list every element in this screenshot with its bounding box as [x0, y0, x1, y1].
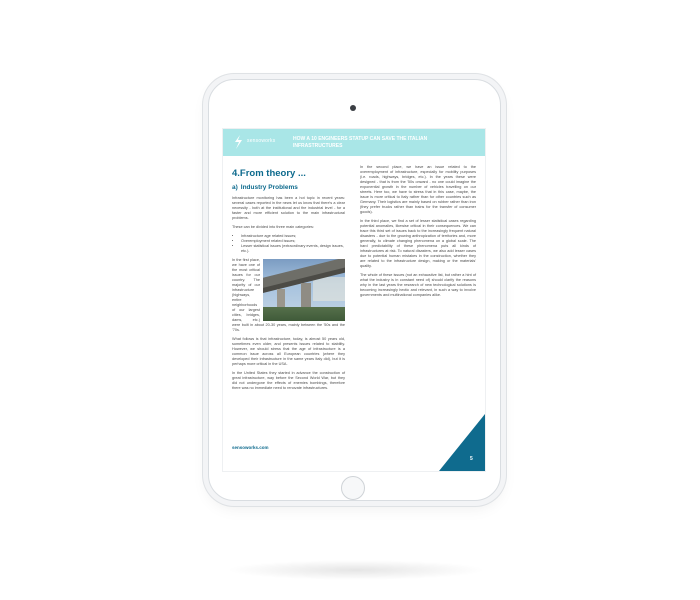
- category-list: [232, 234, 345, 254]
- tablet-shadow: [226, 560, 486, 580]
- list-item: • Infrastructure age related issues;: [241, 234, 345, 239]
- paragraph: What follows is that infrastructure, today, is almost 50 years old, sometimes even older, and presents issues related to stability. However, we should stress that the age of infrastructure is a common issue across all European countries (where they developed their infrastructure in the same years Italy did), but it is perhaps more critical in the USA.: [232, 337, 345, 366]
- paragraph: In the second place, we have an issue related to the overemployment of infrastructure, especially for mobility purposes (i.e. roads, highways, bridges, etc.). In the years these were designed - that is from the '50s onward - no one could imagine the exponential growth in the number of vehicles travelling on our streets. Here too, we have to stress that in this case, maybe, the issue is more critical to Italy rather than for other countries such as Germany. Their logistics are mainly based on rubber rather than iron (they prefer trucks rather than trains for the transfer of consumer goods).: [360, 165, 476, 214]
- subtitle-text: Industry Problems: [240, 184, 298, 191]
- document-page[interactable]: [222, 128, 486, 472]
- tablet-device: [208, 79, 501, 501]
- home-button[interactable]: [341, 476, 365, 500]
- bridge-photo: [263, 259, 345, 321]
- page-header: [223, 129, 485, 156]
- logo-text: sensoworks: [247, 138, 276, 144]
- paragraph: In the United States they started in advance the construction of great infrastructure, way before the Second World War, but they did not undergone the effects of enemies bombings, therefore there was no immediate need to renovate infrastructures.: [232, 371, 345, 390]
- page-corner-decoration: [439, 414, 485, 471]
- list-item: • Overemployment related issues;: [241, 239, 345, 244]
- paragraph: In the third place, we find a set of lesser statistical cases regarding potential anomalies, likewise critical in their consequences. We can trace this third set of issues back to the increasingly frequent natural disasters - due to the growing anthropization of territories and, more generally, to climate changing phenomena on a global scale. The hard predictability of these phenomena puts all kinds of infrastructures at risk. To natural disasters, we also add lesser cases due to potential human mistakes in the construction, whether they are related to the infrastructure design, making or the materials' quality.: [360, 219, 476, 268]
- paragraph: The whole of these issues (not an exhaustive list, but rather a hint of what the industry is in constant need of) should clarify the reasons why in the last years the research of new technological solutions is becoming increasingly hectic and relevant, in such a way to involve governments and multinational companies alike.: [360, 273, 476, 297]
- text-with-photo: [232, 258, 345, 367]
- section-subtitle: [232, 184, 345, 191]
- subtitle-prefix: a): [232, 184, 238, 191]
- list-item: • Lesser statistical issues (extraordinary events, design issues, etc.).: [241, 244, 345, 254]
- paragraph: In the first place, we have one of the most critical issues for our country. The majority of our infrastructure (highways, entire neighborhoods of our largest cities, bridges, dams, etc.) were built in about 20-30 years, mainly between the '50s and the '70s.: [232, 258, 345, 332]
- sensoworks-logo-icon: [231, 134, 245, 150]
- camera-icon: [350, 105, 356, 111]
- left-column: [232, 165, 345, 395]
- paragraph: Infrastructure monitoring has been a hot topic in recent years: several cases reported in the news let us know that there's a clear necessity - both at the institutional and the industrial level - for a faster and more efficient solution to the main infrastructural problems.: [232, 196, 345, 220]
- section-title: 4.From theory ...: [232, 168, 306, 179]
- footer-link[interactable]: sensoworks.com: [232, 445, 269, 450]
- right-column: [360, 165, 476, 302]
- header-title: HOW A 10 ENGINEERS STATUP CAN SAVE THE ITALIAN INFRASTRUCTURES: [293, 136, 428, 149]
- paragraph: These can be divided into three main categories:: [232, 225, 314, 229]
- page-number: 5: [470, 456, 473, 462]
